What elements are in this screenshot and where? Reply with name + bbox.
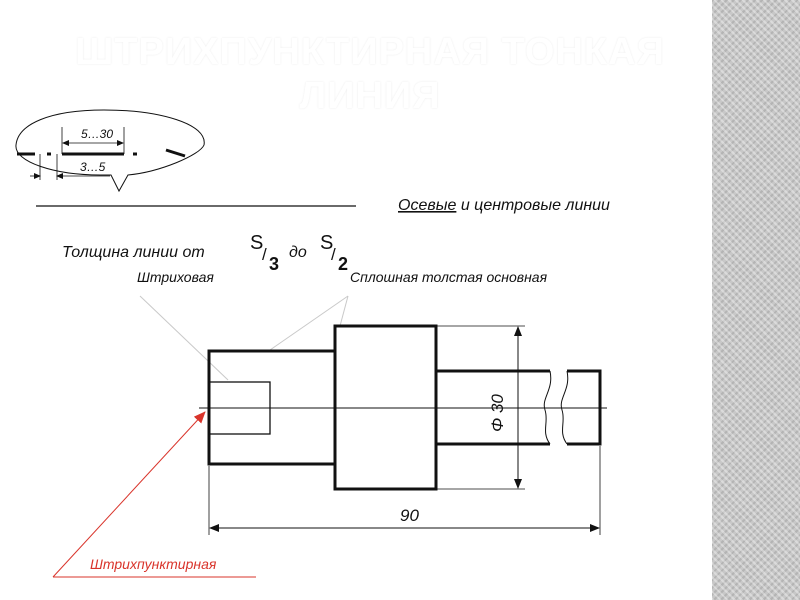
thickness-caption <box>62 232 348 274</box>
axis-lines-caption <box>398 197 610 214</box>
thickness-slash1: / <box>262 245 267 264</box>
label-solid-thick: Сплошная толстая основная <box>350 269 548 285</box>
thickness-mid: до <box>289 244 307 261</box>
inset-dim-bottom-label: 3…5 <box>80 160 106 174</box>
thickness-d1: 3 <box>269 254 280 274</box>
inset-example <box>16 110 204 191</box>
diameter-label: Φ 30 <box>488 394 507 432</box>
thickness-slash2: / <box>331 245 336 264</box>
slide-title: ШТРИХПУНКТИРНАЯ ТОНКАЯ ЛИНИЯ <box>75 31 665 117</box>
leader-dashed <box>140 296 228 380</box>
length-label: 90 <box>400 506 419 525</box>
label-dash-dot: Штрихпунктирная <box>90 556 217 572</box>
inset-dim-top-label: 5…30 <box>81 127 114 141</box>
axis-lines-caption-underlined: Осевые <box>398 197 457 214</box>
thickness-d2: 2 <box>338 254 349 274</box>
thickness-s2: S <box>320 232 334 254</box>
dash-dot-leader-arrow <box>53 412 205 577</box>
axis-lines-caption-rest: и центровые линии <box>456 197 610 214</box>
inset-outline <box>16 110 204 191</box>
label-dashed: Штриховая <box>137 269 214 285</box>
thickness-s1: S <box>250 232 264 254</box>
shaft-part <box>199 326 607 489</box>
dash-dot-callout <box>53 412 256 577</box>
thickness-prefix: Толщина линии от <box>62 244 205 261</box>
